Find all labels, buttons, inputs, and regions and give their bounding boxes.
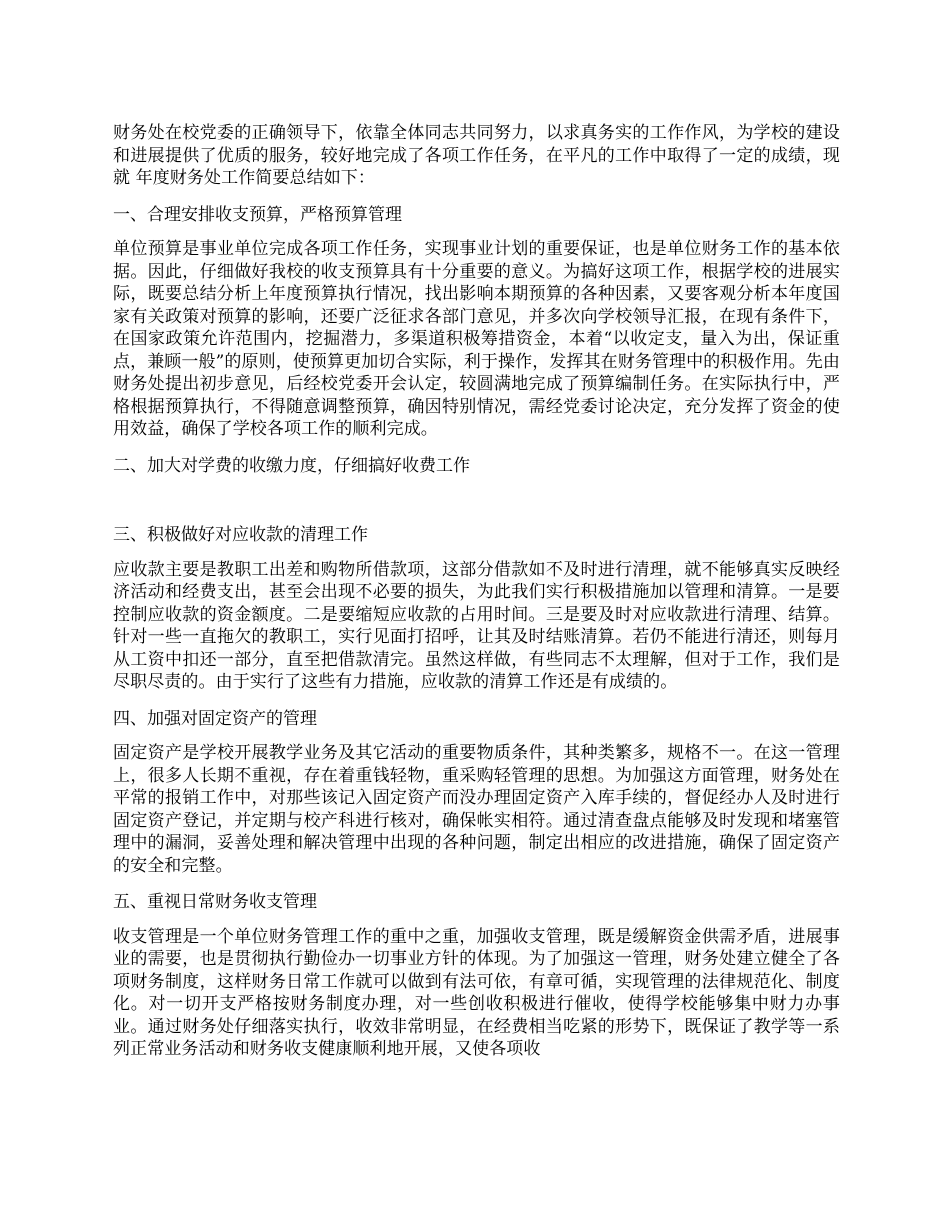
spacer [113, 441, 840, 455]
spacer [113, 914, 840, 926]
spacer [113, 694, 840, 708]
spacer [113, 547, 840, 559]
intro-paragraph: 财务处在校党委的正确领导下，依靠全体同志共同努力，以求真务实的工作作风，为学校的建设和进展提供了优质的服务，较好地完成了各项工作任务，在平凡的工作中取得了一定的成绩，现就 年度财务处工作简要总结如下： [113, 123, 840, 188]
section-5-body: 收支管理是一个单位财务管理工作的重中之重，加强收支管理，既是缓解资金供需矛盾，进展事业的需要，也是贯彻执行勤俭办一切事业方针的体现。为了加强这一管理，财务处建立健全了各项财务制度，这样财务日常工作就可以做到有法可依，有章可循，实现管理的法律规范化、制度化。对一切开支严格按财务制度办理，对一些创收积极进行催收，使得学校能够集中财力办事业。通过财务处仔细落实执行，收效非常明显，在经费相当吃紧的形势下，既保证了教学等一系列正常业务活动和财务收支健康顺利地开展，又使各项收 [113, 926, 840, 1059]
section-1-heading: 一、合理安排收支预算，严格预算管理 [113, 204, 402, 225]
section-5-heading: 五、重视日常财务收支管理 [113, 892, 317, 912]
spacer [113, 226, 840, 238]
section-3-heading: 三、积极做好对应收款的清理工作 [113, 525, 368, 545]
spacer [113, 877, 840, 891]
section-4-heading: 四、加强对固定资产的管理 [113, 708, 317, 729]
section-3-body: 应收款主要是教职工出差和购物所借款项，这部分借款如不及时进行清理，就不能够真实反映经济活动和经费支出，甚至会出现不必要的损失，为此我们实行积极措施加以管理和清算。一是要控制应收款的资金额度。二是要缩短应收款的占用时间。三是要及时对应收款进行清理、结算。针对一些一直拖欠的教职工，实行见面打招呼，让其及时结账清算。若仍不能进行清还，则每月从工资中扣还一部分，直至把借款清完。虽然这样做，有些同志不太理解，但对于工作，我们是尽职尽责的。由于实行了这些有力措施，应收款的清算工作还是有成绩的。 [113, 559, 840, 692]
spacer [113, 190, 840, 204]
spacer [113, 730, 840, 742]
spacer [113, 477, 840, 524]
section-1-body: 单位预算是事业单位完成各项工作任务，实现事业计划的重要保证，也是单位财务工作的基本依据。因此，仔细做好我校的收支预算具有十分重要的意义。为搞好这项工作，根据学校的进展实际，既要总结分析上年度预算执行情况，找出影响本期预算的各种因素，又要客观分析本年度国家有关政策对预算的影响，还要广泛征求各部门意见，并多次向学校领导汇报，在现有条件下，在国家政策允许范围内，挖掘潜力，多渠道积极筹措资金，本着“以收定支，量入为出，保证重点，兼顾一般”的原则，使预算更加切合实际，利于操作，发挥其在财务管理中的积极作用。先由财务处提出初步意见，后经校党委开会认定，较圆满地完成了预算编制任务。在实际执行中，严格根据预算执行，不得随意调整预算，确因特别情况，需经党委讨论决定，充分发挥了资金的使用效益，确保了学校各项工作的顺利完成。 [113, 239, 840, 439]
section-2-heading: 二、加大对学费的收缴力度，仔细搞好收费工作 [113, 455, 470, 476]
document-page [113, 122, 840, 1061]
section-4-body: 固定资产是学校开展教学业务及其它活动的重要物质条件，其种类繁多，规格不一。在这一管理上，很多人长期不重视，存在着重钱轻物，重采购轻管理的思想。为加强这方面管理，财务处在平常的报销工作中，对那些该记入固定资产而没办理固定资产入库手续的，督促经办人及时进行固定资产登记，并定期与校产科进行核对，确保帐实相符。通过清查盘点能够及时发现和堵塞管理中的漏洞，妥善处理和解决管理中出现的各种问题，制定出相应的改进措施，确保了固定资产的安全和完整。 [113, 743, 840, 876]
